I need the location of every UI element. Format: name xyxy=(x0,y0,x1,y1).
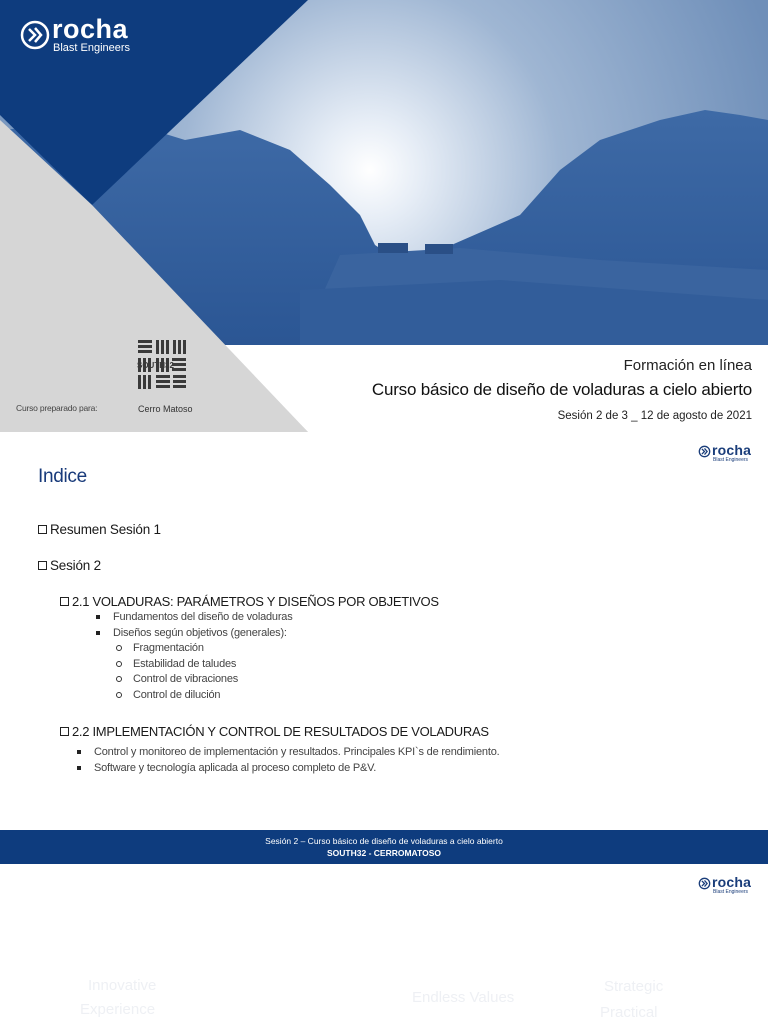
footer-line2: SOUTH32 - CERROMATOSO xyxy=(327,848,441,858)
list-item: Fragmentación xyxy=(114,641,238,657)
section2-list xyxy=(76,745,499,776)
list-item: Fundamentos del diseño de voladuras xyxy=(95,610,293,626)
next-slide xyxy=(0,864,768,1024)
prepared-for-label: Curso preparado para: xyxy=(16,403,98,413)
index-item-sesion: Sesión 2 xyxy=(38,558,101,573)
section1-list xyxy=(95,610,293,641)
ghost-text: Practical xyxy=(600,1004,658,1021)
cover-slide: rocha Blast Engineers SOUTH32 Curso preparado para: Cerro Matoso Formación en línea Curso básico de diseño de voladuras a cielo abierto Sesión 2 de 3 _ 12 de agosto de 2021 xyxy=(0,0,768,432)
rocha-logo-small xyxy=(698,876,758,896)
rocha-emblem-icon xyxy=(20,20,50,50)
rocha-wordmark: rocha xyxy=(52,14,129,44)
rocha-emblem-icon xyxy=(698,445,711,458)
list-item: Estabilidad de taludes xyxy=(114,657,238,673)
list-item: Control y monitoreo de implementación y resultados. Principales KPI`s de rendimiento. xyxy=(76,745,499,761)
rocha-wordmark: rocha xyxy=(712,874,752,890)
ghost-text: Experience xyxy=(80,1001,156,1018)
ghost-text: Endless Values xyxy=(412,989,515,1006)
rocha-subtitle: Blast Engineers xyxy=(713,457,749,463)
rocha-wordmark: rocha xyxy=(712,442,752,458)
ghost-text: Innovative xyxy=(88,977,157,994)
section2-heading: 2.2 IMPLEMENTACIÓN Y CONTROL DE RESULTADOS DE VOLADURAS xyxy=(60,724,489,739)
rocha-subtitle: Blast Engineers xyxy=(713,889,749,895)
cover-kicker: Formación en línea xyxy=(623,357,752,374)
index-item-resumen: Resumen Sesión 1 xyxy=(38,522,161,537)
section1-sublist xyxy=(114,641,238,703)
cover-session: Sesión 2 de 3 _ 12 de agosto de 2021 xyxy=(557,410,752,422)
rocha-logo-small xyxy=(698,444,758,464)
list-item: Diseños según objetivos (generales): xyxy=(95,626,293,642)
cover-title: Curso básico de diseño de voladuras a cielo abierto xyxy=(371,380,752,399)
rocha-emblem-icon xyxy=(698,877,711,890)
checkbox-icon xyxy=(60,597,69,606)
checkbox-icon xyxy=(60,727,69,736)
section1-heading: 2.1 VOLADURAS: PARÁMETROS Y DISEÑOS POR OBJETIVOS xyxy=(60,594,439,609)
index-title: Indice xyxy=(38,466,87,487)
index-slide xyxy=(0,432,768,864)
ghost-text: Strategic xyxy=(604,978,664,995)
list-item: Software y tecnología aplicada al proceso completo de P&V. xyxy=(76,761,499,777)
client-name: Cerro Matoso xyxy=(138,404,193,414)
checkbox-icon xyxy=(38,525,47,534)
footer-line1: Sesión 2 – Curso básico de diseño de voladuras a cielo abierto xyxy=(265,836,503,846)
footer-bar xyxy=(0,830,768,864)
rocha-subtitle: Blast Engineers xyxy=(53,42,131,54)
list-item: Control de vibraciones xyxy=(114,672,238,688)
list-item: Control de dilución xyxy=(114,688,238,704)
checkbox-icon xyxy=(38,561,47,570)
